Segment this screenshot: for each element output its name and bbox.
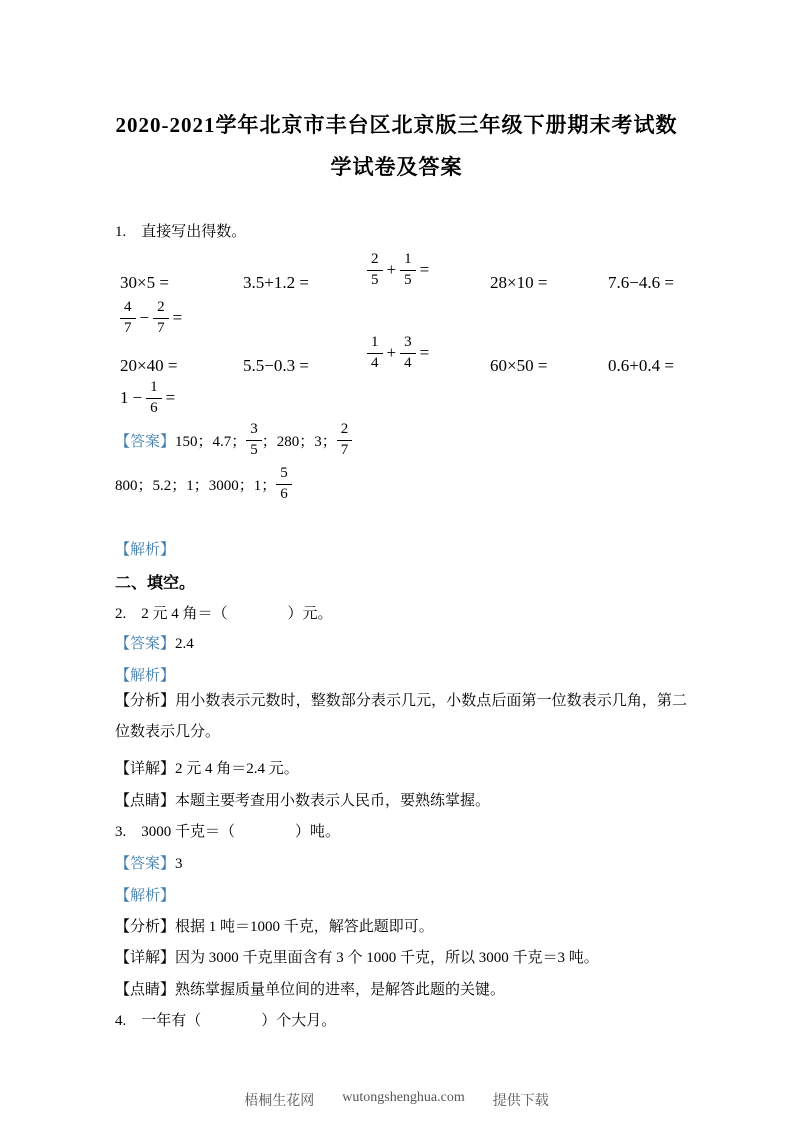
q2-question: 2. 2 元 4 角＝（ ）元。 bbox=[115, 606, 333, 622]
fraction: $\frac{3}{4}$ bbox=[400, 333, 416, 373]
equation-r1c2: 3.5+1.2 = bbox=[243, 273, 309, 292]
equation-r1c5: 7.6−4.6 = bbox=[608, 273, 674, 292]
fraction: $\frac{1}{6}$ bbox=[146, 378, 162, 418]
q4-question: 4. 一年有（ ）个大月。 bbox=[115, 1013, 337, 1029]
q2-fenxi-paragraph: 【分析】用小数表示元数时，整数部分表示几元，小数点后面第一位数表示几角，第二位数表示几分。 bbox=[115, 693, 687, 740]
q2-answer-line bbox=[115, 632, 194, 653]
equals-sign: = bbox=[172, 308, 183, 327]
q3-xiangjie-line: 【详解】因为 3000 千克里面含有 3 个 1000 千克，所以 3000 千克＝3 吨。 bbox=[115, 950, 599, 966]
fraction: $\frac{1}{4}$ bbox=[367, 333, 383, 373]
equals-sign: = bbox=[419, 343, 430, 362]
minus-operator: − bbox=[132, 388, 143, 407]
footer-site-name: 梧桐生花网 bbox=[244, 1094, 315, 1109]
answer-label: 【答案】 bbox=[115, 636, 176, 652]
page-title bbox=[0, 104, 793, 188]
q1-answer-line1 bbox=[115, 420, 352, 460]
answer-text: 150；4.7； bbox=[175, 433, 247, 450]
q3-fenxi-line: 【分析】根据 1 吨＝1000 千克，解答此题即可。 bbox=[115, 919, 434, 935]
equation-r2-fraction bbox=[120, 298, 186, 338]
q3-answer-line bbox=[115, 852, 183, 873]
answer-label: 【答案】 bbox=[115, 856, 176, 872]
equation-r1c3-fraction bbox=[367, 250, 433, 290]
answer-text: ；280；3； bbox=[261, 433, 337, 450]
q1-analysis-label: 【解析】 bbox=[115, 542, 176, 558]
answer-text: 800；5.2；1；3000；1； bbox=[115, 477, 277, 494]
fraction: $\frac{1}{5}$ bbox=[400, 250, 416, 290]
whole-number: 1 bbox=[120, 388, 129, 407]
footer-site-url: wutongshenghua.com bbox=[342, 1090, 465, 1105]
equation-r1c1: 30×5 = bbox=[120, 273, 169, 292]
equation-r3c4: 60×50 = bbox=[490, 356, 548, 375]
fraction: $\frac{5}{6}$ bbox=[276, 464, 292, 504]
equation-r3c1: 20×40 = bbox=[120, 356, 178, 375]
plus-operator: + bbox=[386, 260, 397, 279]
equation-r3c2: 5.5−0.3 = bbox=[243, 356, 309, 375]
q3-answer-value: 3 bbox=[175, 856, 183, 872]
plus-operator: + bbox=[386, 343, 397, 362]
page-title-line2: 学试卷及答案 bbox=[330, 155, 463, 180]
q2-dianjing-line: 【点睛】本题主要考查用小数表示人民币，要熟练掌握。 bbox=[115, 793, 491, 809]
q1-label: 1. 直接写出得数。 bbox=[115, 224, 247, 240]
fraction: $\frac{2}{7}$ bbox=[337, 420, 353, 460]
equation-r3c5: 0.6+0.4 = bbox=[608, 356, 674, 375]
fraction: $\frac{3}{5}$ bbox=[246, 420, 262, 460]
equation-r4-fraction bbox=[120, 378, 179, 418]
q2-xiangjie-line: 【详解】2 元 4 角＝2.4 元。 bbox=[115, 761, 299, 777]
minus-operator: − bbox=[139, 308, 150, 327]
equals-sign: = bbox=[165, 388, 176, 407]
equals-sign: = bbox=[419, 260, 430, 279]
q2-analysis-label: 【解析】 bbox=[115, 668, 176, 684]
footer-download-text: 提供下载 bbox=[492, 1094, 549, 1109]
q2-answer-value: 2.4 bbox=[175, 636, 194, 652]
equation-r3c3-fraction bbox=[367, 333, 433, 373]
fraction: $\frac{2}{5}$ bbox=[367, 250, 383, 290]
page-footer bbox=[0, 1090, 793, 1110]
q3-analysis-label: 【解析】 bbox=[115, 888, 176, 904]
q3-dianjing-line: 【点睛】熟练掌握质量单位间的进率，是解答此题的关键。 bbox=[115, 982, 506, 998]
equation-r1c4: 28×10 = bbox=[490, 273, 548, 292]
fraction: $\frac{4}{7}$ bbox=[120, 298, 136, 338]
answer-label: 【答案】 bbox=[115, 433, 176, 450]
q1-answer-line2 bbox=[115, 464, 292, 504]
section2-heading: 二、填空。 bbox=[115, 575, 196, 592]
fraction: $\frac{2}{7}$ bbox=[153, 298, 169, 338]
q3-question: 3. 3000 千克＝（ ）吨。 bbox=[115, 824, 341, 840]
page-title-line1: 2020-2021学年北京市丰台区北京版三年级下册期末考试数 bbox=[115, 113, 678, 138]
